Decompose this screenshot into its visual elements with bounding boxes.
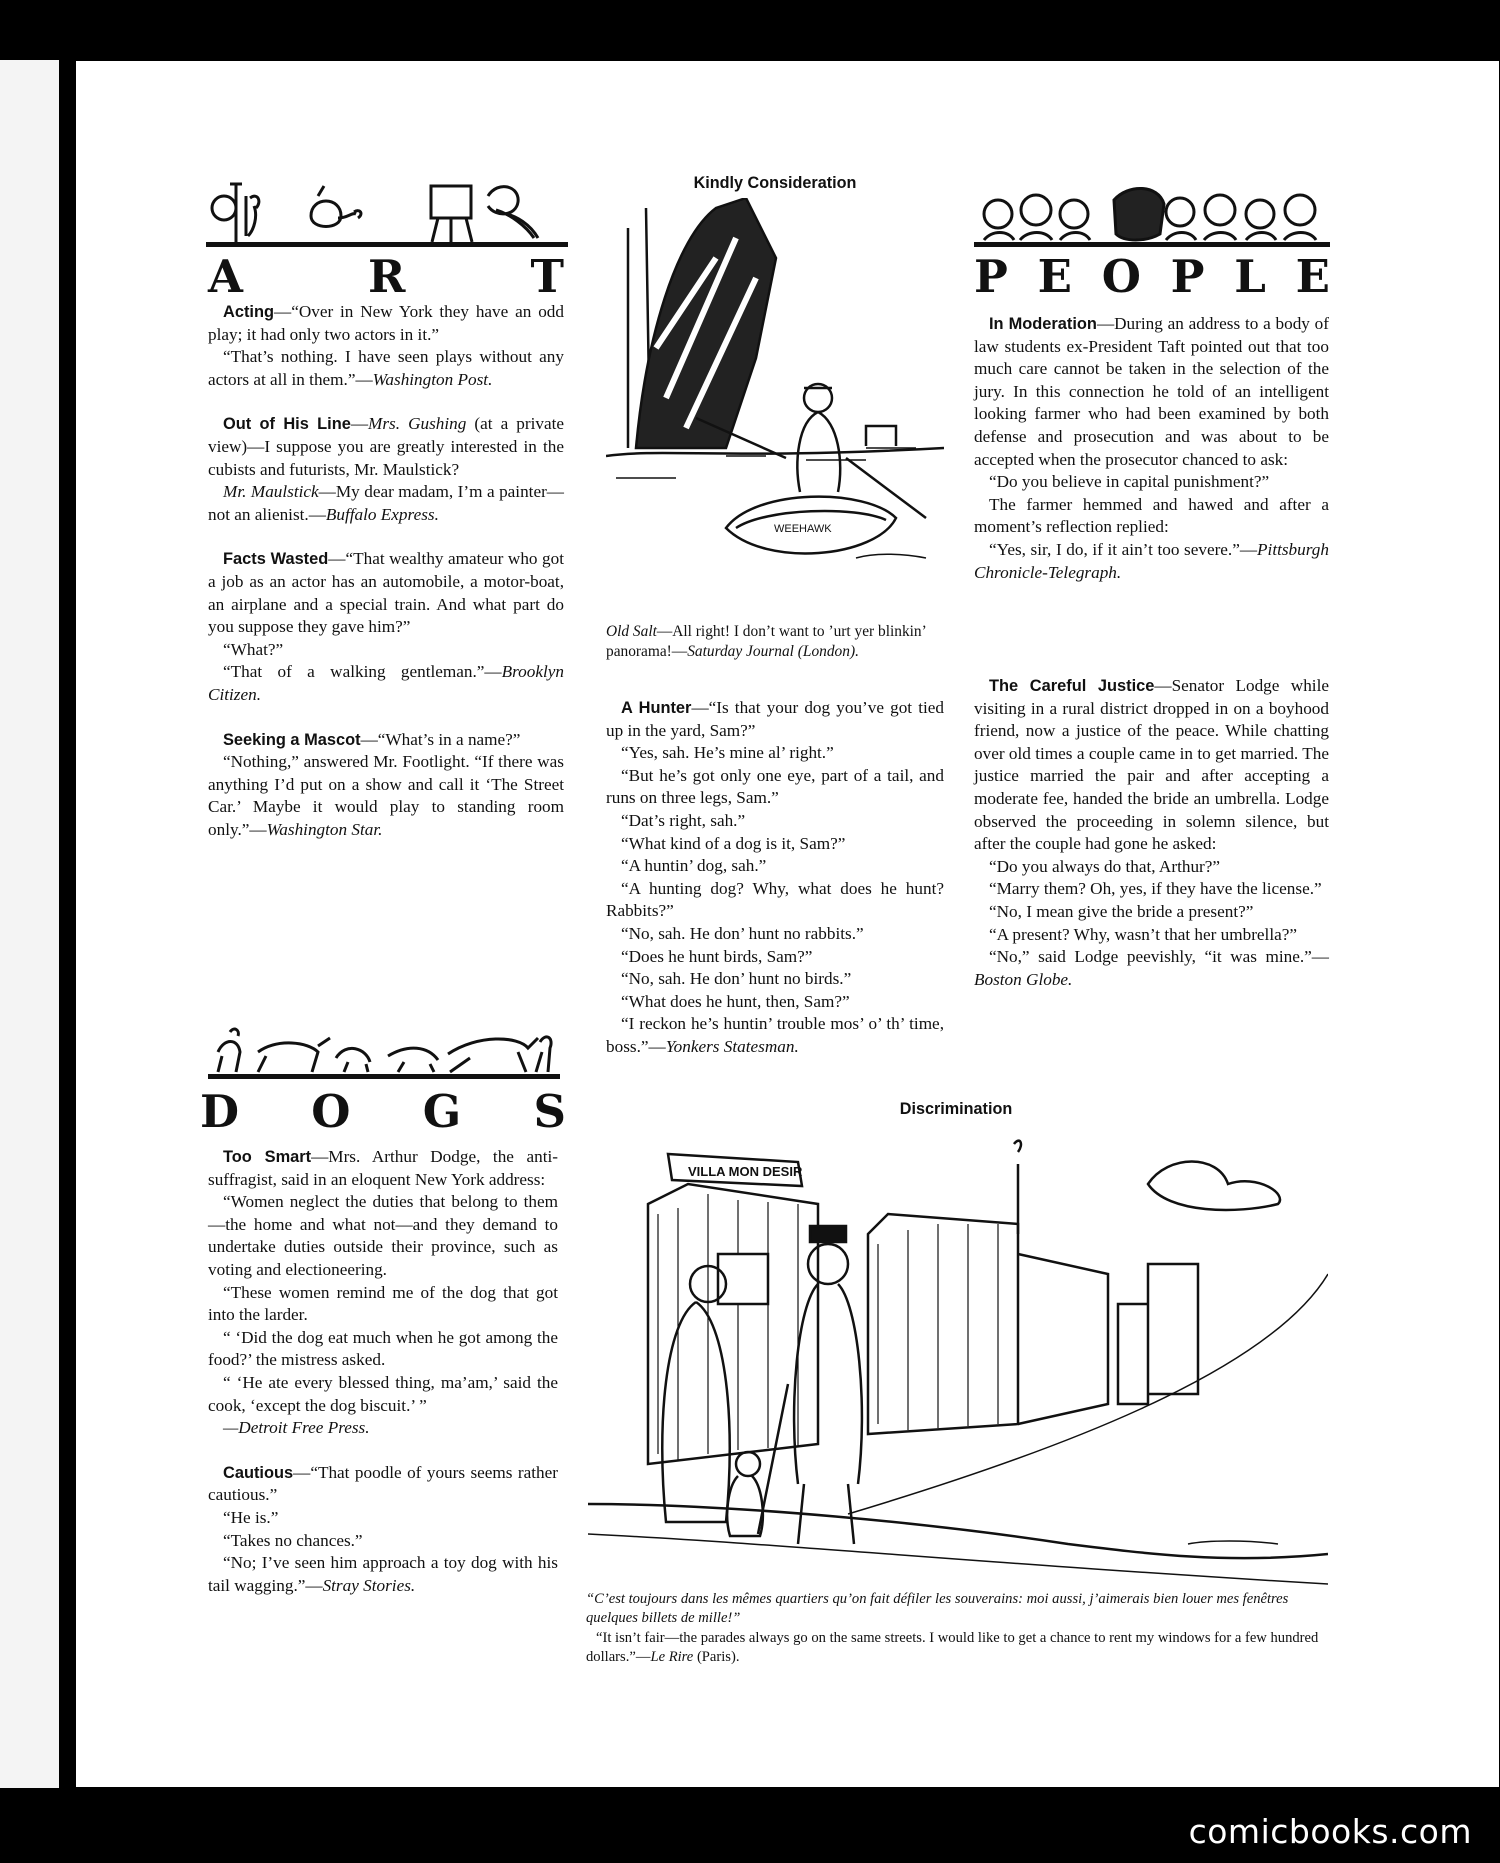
joke-source: Washington Post. <box>372 369 493 389</box>
joke-text: —“Is that your dog you’ve got tied up in the yard, Sam?” <box>606 698 944 740</box>
people-heading-letter: L <box>1234 250 1266 303</box>
joke-text: “That of a walking gentleman.”— <box>223 662 502 682</box>
joke-text: “A present? Why, wasn’t that her umbrella?” <box>989 924 1297 944</box>
joke-text: (at a private view)—I suppose you are greatly interested in the cubists and futurists, Mr. Maulstick? <box>208 414 564 479</box>
art-heading-letter: R <box>368 250 406 303</box>
joke-text: “Nothing,” answered Mr. Footlight. “If there was anything I’d put on a show and call it ‘The Street Car.’ Maybe it would play to standing room only.”— <box>208 752 564 839</box>
joke-source: Washington Star. <box>266 819 383 839</box>
joke-source: Stray Stories. <box>322 1575 416 1595</box>
people-column-continued <box>974 675 1329 1013</box>
joke-title: The Careful Justice <box>989 677 1155 695</box>
ship-and-rowboat-cartoon <box>606 198 944 618</box>
joke-source: Boston Globe. <box>974 969 1073 989</box>
joke-source: Brooklyn Citizen. <box>208 662 564 704</box>
joke-text: “Women neglect the duties that belong to them—the home and what not—and they demand to undertake duties outside their province, such as voting and electioneering. <box>208 1192 558 1279</box>
joke-source: Buffalo Express. <box>325 504 439 524</box>
joke-title: Too Smart <box>223 1148 312 1166</box>
joke-title: Out of His Line <box>223 415 351 434</box>
caption-english: “It isn’t fair—the parades always go on the same streets. I would like to get a chance to rent my windows for a few hundred dollars.”— <box>586 1630 1319 1665</box>
village-street-cartoon <box>588 1124 1328 1588</box>
caption-source-city: (Paris). <box>696 1648 740 1665</box>
dogs-heading <box>200 1085 566 1138</box>
joke-text: —My dear madam, I’m a painter—not an alienist.— <box>208 482 564 524</box>
joke-text: The farmer hemmed and hawed and after a moment’s reflection replied: <box>974 494 1329 537</box>
hunter-column <box>606 697 944 1081</box>
joke-text: “That’s nothing. I have seen plays without any actors at all in them.”— <box>208 347 564 389</box>
cartoon-title-kindly-consideration: Kindly Consideration <box>693 174 857 192</box>
joke-text: “No; I’ve seen him approach a toy dog with his tail wagging.”— <box>208 1553 558 1595</box>
joke-in-moderation <box>974 313 1329 584</box>
speaker-name: Mr. Maulstick <box>223 482 319 502</box>
joke-text: “These women remind me of the dog that got into the larder. <box>208 1282 558 1325</box>
site-watermark: comicbooks.com <box>1188 1812 1472 1851</box>
joke-text: “No,” said Lodge peevishly, “it was mine.”— <box>989 947 1329 967</box>
speaker-name: Mrs. Gushing <box>368 414 467 434</box>
caption-speaker: Old Salt <box>606 623 657 640</box>
joke-seeking-a-mascot <box>208 729 564 842</box>
joke-title: Cautious <box>223 1463 294 1482</box>
adjacent-page-edge <box>0 60 62 1788</box>
people-heading-letter: P <box>974 250 1008 303</box>
joke-text: “Marry them? Oh, yes, if they have the license.” <box>989 879 1322 899</box>
joke-out-of-his-line <box>208 413 564 526</box>
joke-text: “But he’s got only one eye, part of a tail, and runs on three legs, Sam.” <box>606 765 944 808</box>
dogs-column <box>208 1146 558 1619</box>
people-banner-illustration <box>974 180 1330 250</box>
joke-text: “Yes, sir, I do, if it ain’t too severe.”— <box>989 539 1258 559</box>
joke-title: In Moderation <box>989 315 1097 333</box>
joke-text: —“That poodle of yours seems rather cautious.” <box>208 1462 558 1505</box>
joke-text: “He is.” <box>223 1507 279 1527</box>
joke-facts-wasted <box>208 548 564 706</box>
joke-text: “Dat’s right, sah.” <box>621 810 746 830</box>
art-heading <box>208 250 564 303</box>
joke-text: “Takes no chances.” <box>223 1530 363 1550</box>
dogs-heading-letter: O <box>311 1085 351 1138</box>
joke-source: —Detroit Free Press. <box>223 1418 370 1438</box>
cartoon-caption-discrimination <box>586 1590 1324 1666</box>
dogs-heading-letter: S <box>533 1085 566 1138</box>
art-banner-illustration <box>206 176 568 250</box>
people-heading-letter: E <box>1037 250 1072 303</box>
dogs-heading-letter: G <box>422 1085 462 1138</box>
people-heading-letter: O <box>1101 250 1141 303</box>
joke-text: — <box>350 414 369 434</box>
joke-source: Yonkers Statesman. <box>665 1036 799 1056</box>
boat-name-label: WEEHAWK <box>774 523 832 535</box>
joke-text: “ ‘Did the dog eat much when he got among the food?’ the mistress asked. <box>208 1327 558 1370</box>
joke-text: “ ‘He ate every blessed thing, ma’am,’ said the cook, ‘except the dog biscuit.’ ” <box>208 1372 558 1415</box>
dogs-heading-letter: D <box>200 1085 240 1138</box>
joke-text: “No, I mean give the bride a present?” <box>989 901 1254 921</box>
people-heading-letter: P <box>1170 250 1205 303</box>
joke-text: “A huntin’ dog, sah.” <box>621 856 767 876</box>
joke-text: “What does he hunt, then, Sam?” <box>621 991 850 1011</box>
art-heading-letter: T <box>530 250 564 303</box>
joke-text: —“Over in New York they have an odd play; it had only two actors in it.” <box>208 302 564 344</box>
art-column <box>208 301 564 863</box>
villa-sign-label: VILLA MON DESIR <box>688 1164 803 1179</box>
joke-too-smart <box>208 1146 558 1440</box>
joke-text: “Yes, sah. He’s mine al’ right.” <box>621 743 834 763</box>
people-heading-letter: E <box>1295 250 1330 303</box>
art-heading-letter: A <box>208 250 243 303</box>
joke-title: Seeking a Mascot <box>223 730 361 749</box>
joke-text: “I reckon he’s huntin’ trouble mos’ o’ th’ time, boss.”— <box>606 1014 944 1056</box>
joke-acting <box>208 301 564 391</box>
joke-title: Facts Wasted <box>223 550 329 569</box>
cartoon-caption-old-salt <box>606 622 946 662</box>
joke-source: Pittsburgh Chronicle-Telegraph. <box>974 539 1329 582</box>
joke-text: —Senator Lodge while visiting in a rural district dropped in on a boyhood friend, now a justice of the peace. While chatting over old times a couple came in to get married. The justice married the pair and after accepting a moderate fee, handed the bride an umbrella. Lodge observed the proceeding in solemn silence, but after the couple had gone he asked: <box>974 676 1329 854</box>
people-heading <box>974 250 1330 303</box>
caption-source: Saturday Journal (London). <box>687 643 859 660</box>
joke-text: “A hunting dog? Why, what does he hunt? Rabbits?” <box>606 878 944 921</box>
joke-text: —“What’s in a name?” <box>360 729 521 749</box>
joke-title: Acting <box>223 303 274 321</box>
joke-title: A Hunter <box>621 699 692 717</box>
joke-text: “Do you always do that, Arthur?” <box>989 856 1221 876</box>
joke-text: —“That wealthy amateur who got a job as an actor has an automobile, a motor-boat, an airplane and a special train. And what part do you suppose they gave him?” <box>208 549 564 637</box>
joke-text: “Does he hunt birds, Sam?” <box>621 946 813 966</box>
joke-cautious <box>208 1462 558 1598</box>
joke-text: —During an address to a body of law students ex-President Taft pointed out that too much care cannot be taken in the selection of the jury. In this connection he told of an intelligent looking farmer who had been examined by both defense and prosecution and was about to be accepted when the prosecutor chanced to ask: <box>974 314 1329 469</box>
people-column <box>974 313 1329 606</box>
joke-a-hunter <box>606 697 944 1059</box>
dogs-banner-illustration <box>208 1012 560 1082</box>
joke-text: “What kind of a dog is it, Sam?” <box>621 833 846 853</box>
joke-text: “What?” <box>223 639 284 659</box>
cartoon-title-discrimination: Discrimination <box>899 1100 1013 1118</box>
joke-text: “Do you believe in capital punishment?” <box>989 472 1270 492</box>
caption-french: “C’est toujours dans les mêmes quartiers qu’on fait défiler les souverains: moi aussi, j’aimerais bien louer mes fenêtres quelques billets de mille!” <box>586 1591 1289 1626</box>
caption-text: —All right! I don’t want to ’urt yer blinkin’ panorama!— <box>606 623 926 660</box>
joke-text: “No, sah. He don’ hunt no rabbits.” <box>621 923 864 943</box>
joke-the-careful-justice <box>974 675 1329 991</box>
caption-source: Le Rire <box>650 1648 694 1665</box>
joke-text: —Mrs. Arthur Dodge, the anti-suffragist, said in an eloquent New York address: <box>208 1147 558 1189</box>
joke-text: “No, sah. He don’ hunt no birds.” <box>621 969 852 989</box>
